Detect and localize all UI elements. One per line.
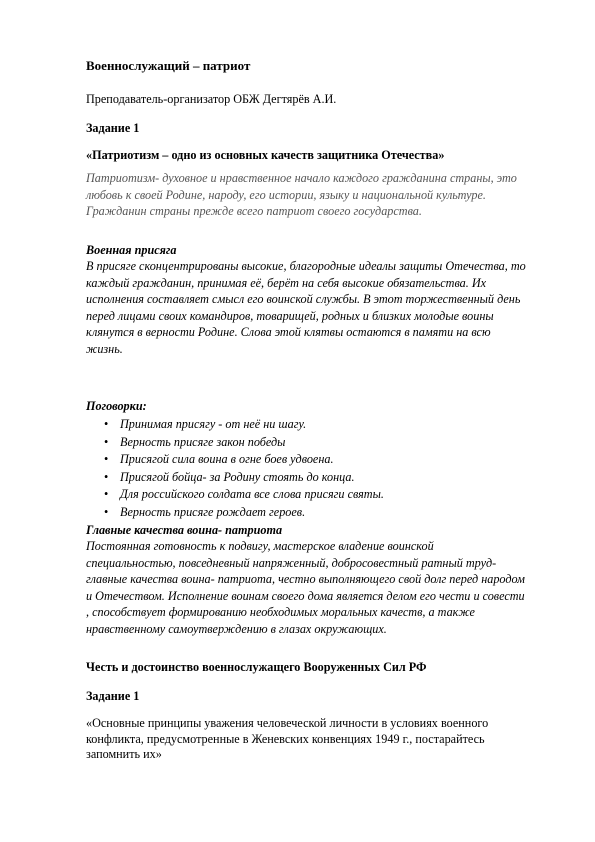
sayings-list (86, 416, 526, 522)
bullet-icon: • (104, 469, 109, 484)
qualities-paragraph: Постоянная готовность к подвигу, мастерское владение воинской специальностью, повседневный напряженный, добросовестный ратный труд- главные качества воина- патриота, честно выполняющего свой долг перед народом и Отечеством. Исполнение воинам своего дома является делом его чести и совести , способствует формированию необходимых моральных качеств, а также нравственному самоутверждению в глазах окружающих. (86, 539, 525, 636)
list-item: • Верность присяге рождает героев. (86, 504, 526, 522)
oath-heading: Военная присяга (86, 243, 177, 257)
list-item: • Верность присяге закон победы (86, 434, 526, 452)
task2-text: «Основные принципы уважения человеческой личности в условиях военного конфликта, предусмотренные в Женевских конвенциях 1949 г., постарайтесь запомнить их» (86, 716, 489, 762)
bullet-icon: • (104, 417, 109, 431)
bullet-icon: • (104, 504, 109, 519)
task1-text: «Патриотизм – одно из основных качеств защитника Отечества» (86, 148, 445, 162)
list-item: • Для российского солдата все слова присяги святы. (86, 486, 526, 504)
qualities-heading: Главные качества воина- патриота (86, 523, 283, 537)
honor-heading: Честь и достоинство военнослужащего Вооруженных Сил РФ (86, 660, 427, 674)
task1-label: Задание 1 (86, 121, 140, 135)
document-title: Военнослужащий – патриот (86, 58, 251, 73)
bullet-icon: • (104, 487, 109, 502)
list-item: • Принимая присягу - от неё ни шагу. (86, 416, 526, 434)
task2-label: Задание 1 (86, 689, 140, 703)
list-item: • Присягой сила воина в огне боев удвоена. (86, 451, 526, 469)
bullet-icon: • (104, 434, 109, 449)
bullet-icon: • (104, 452, 109, 467)
oath-paragraph: В присяге сконцентрированы высокие, благородные идеалы защиты Отечества, то каждый гражданин, принимая её, берёт на себя высокие обязательства. Их исполнения составляет смысл его воинской службы. В этот торжественный день перед лицами своих командиров, товарищей, родных и близких молодые воины клянутся в верности Родине. Слова этой клятвы остаются в памяти на всю жизнь. (86, 259, 526, 356)
list-item: • Присягой бойца- за Родину стоять до конца. (86, 469, 526, 487)
teacher-line: Преподаватель-организатор ОБЖ Дегтярёв А.И. (86, 92, 337, 106)
patriotism-definition: Патриотизм- духовное и нравственное начало каждого гражданина страны, это любовь к своей Родине, народу, его истории, языку и национальной культуре. Гражданин страны прежде всего патриот своего государства. (86, 171, 517, 219)
sayings-heading: Поговорки: (86, 399, 147, 413)
